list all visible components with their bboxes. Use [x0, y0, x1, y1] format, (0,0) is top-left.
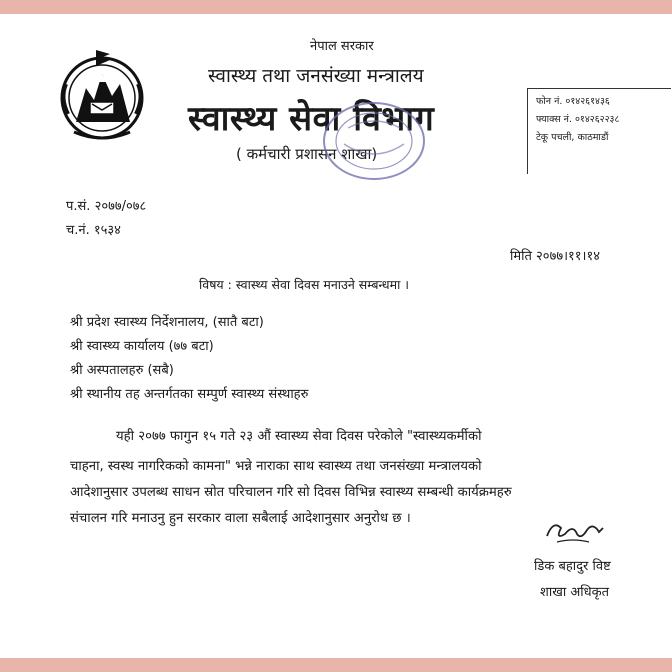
- signatory-name: डिक बहादुर विष्ट: [534, 559, 611, 574]
- body-line: आदेशानुसार उपलब्ध साधन स्रोत परिचालन गरि सो दिवस विभिन्न स्वास्थ्य सम्बन्धी कार्यक्रमहरु: [70, 485, 512, 500]
- phone-number: फोन नं. ०१४२६१४३६: [536, 96, 610, 107]
- recipient-line: श्री अस्पतालहरु (सबै): [70, 363, 174, 378]
- body-line: चाहना, स्वस्थ नागरिकको कामना" भन्ने नाराका साथ स्वास्थ्य तथा जनसंख्या मन्त्रालयको: [70, 459, 482, 474]
- signatory-designation: शाखा अधिकृत: [540, 585, 610, 600]
- dispatch-number: च.नं. १५३४: [66, 223, 121, 238]
- contact-box: [527, 88, 671, 174]
- ministry-name: स्वास्थ्य तथा जनसंख्या मन्त्रालय: [208, 65, 424, 87]
- signature-icon: [543, 516, 605, 546]
- office-address: टेकू पचली, काठमाडौं: [536, 132, 609, 143]
- fax-number: फ्याक्स नं. ०१४२६२२३८: [536, 114, 620, 125]
- letter-page: [0, 14, 672, 658]
- body-line: संचालन गरि मनाउनु हुन सरकार वाला सबैलाई आदेशानुसार अनुरोध छ ।: [70, 511, 411, 526]
- letter-subject: विषय : स्वास्थ्य सेवा दिवस मनाउने सम्बन्धमा ।: [199, 277, 410, 292]
- letter-date: मिति २०७७।११।१४: [510, 249, 600, 264]
- nepal-emblem-icon: [56, 44, 148, 146]
- letter-number: प.सं. २०७७/०७८: [66, 199, 147, 214]
- body-line: यही २०७७ फागुन १५ गते २३ औं स्वास्थ्य सेवा दिवस परेकोले "स्वास्थ्यकर्मीको: [116, 429, 482, 444]
- government-name: नेपाल सरकार: [310, 39, 374, 54]
- section-name: ( कर्मचारी प्रशासन शाखा): [236, 145, 378, 163]
- recipient-line: श्री स्थानीय तह अन्तर्गतका सम्पुर्ण स्वास्थ्य संस्थाहरु: [70, 387, 309, 402]
- office-stamp-icon: [318, 98, 430, 184]
- recipient-line: श्री स्वास्थ्य कार्यालय (७७ बटा): [70, 339, 214, 354]
- department-title: स्वास्थ्य सेवा विभाग: [188, 99, 435, 139]
- recipient-line: श्री प्रदेश स्वास्थ्य निर्देशनालय, (सातै बटा): [70, 315, 264, 330]
